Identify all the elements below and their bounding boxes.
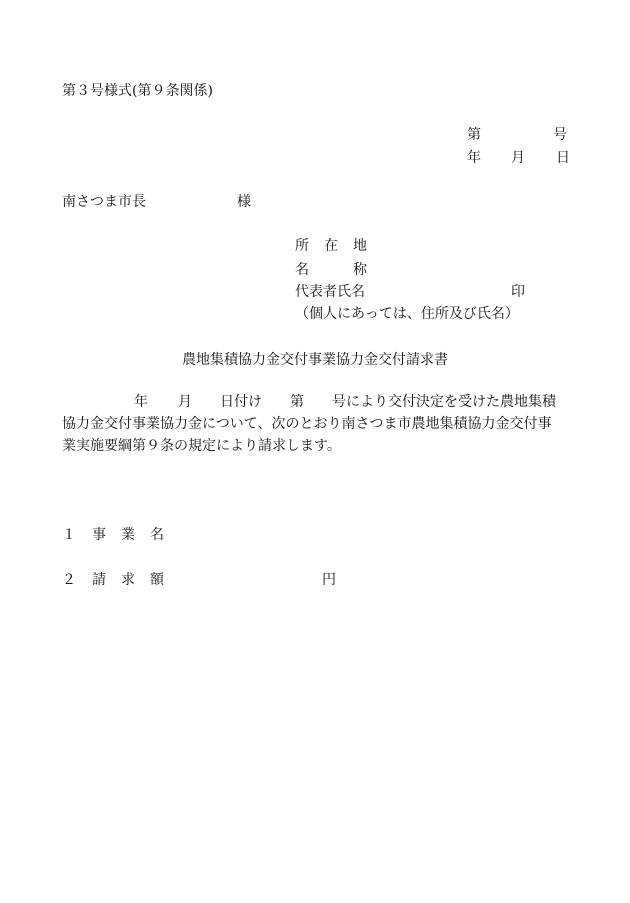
body-paragraph [62,391,578,457]
body-month: 月 [178,394,192,410]
address-label-char: 所 [295,238,309,254]
document-number-label: 第 [467,127,481,143]
item-number: ２ [62,572,76,588]
amount-unit: 円 [322,572,336,588]
item-label-char: 額 [150,572,164,588]
body-line-3: 業実施要綱第９条の規定により請求します。 [62,438,341,454]
name-label-char: 名 [295,262,309,278]
item-label [92,526,164,544]
item-label-char: 請 [92,572,106,588]
name-label [295,261,367,279]
document-title: 農地集積協力金交付事業協力金交付請求書 [182,352,448,368]
body-line-2: 協力金交付事業協力金について、次のとおり南さつま市農地集積協力金交付事 [62,416,552,432]
address-label-char: 在 [324,238,338,254]
seal-mark: 印 [511,284,525,300]
body-dated: 日付け [220,394,262,410]
representative-label: 代表者氏名 [295,284,365,300]
item-label [92,571,164,589]
individual-note: （個人にあっては、住所及び氏名） [295,306,519,322]
item-label-char: 名 [150,527,164,543]
document-number-suffix: 号 [553,127,567,143]
addressee-name: 南さつま市長 [62,194,146,210]
item-label-char: 求 [121,572,135,588]
item-label-char: 事 [92,527,106,543]
address-label-char: 地 [353,238,367,254]
date-day: 日 [556,150,570,166]
item-label-char: 業 [121,527,135,543]
address-label [295,237,367,255]
body-year: 年 [134,394,148,410]
date-month: 月 [511,150,525,166]
form-number: 第３号様式(第９条関係) [62,83,213,99]
addressee-honorific: 様 [237,194,251,210]
date-year: 年 [467,150,481,166]
item-claim-amount [62,571,164,589]
item-project-name [62,526,164,544]
body-line-1 [62,391,578,413]
item-number: １ [62,527,76,543]
name-label-char: 称 [353,262,367,278]
body-number-prefix: 第 [290,394,304,410]
body-line-1-rest: 号により交付決定を受けた農地集積 [332,394,556,410]
